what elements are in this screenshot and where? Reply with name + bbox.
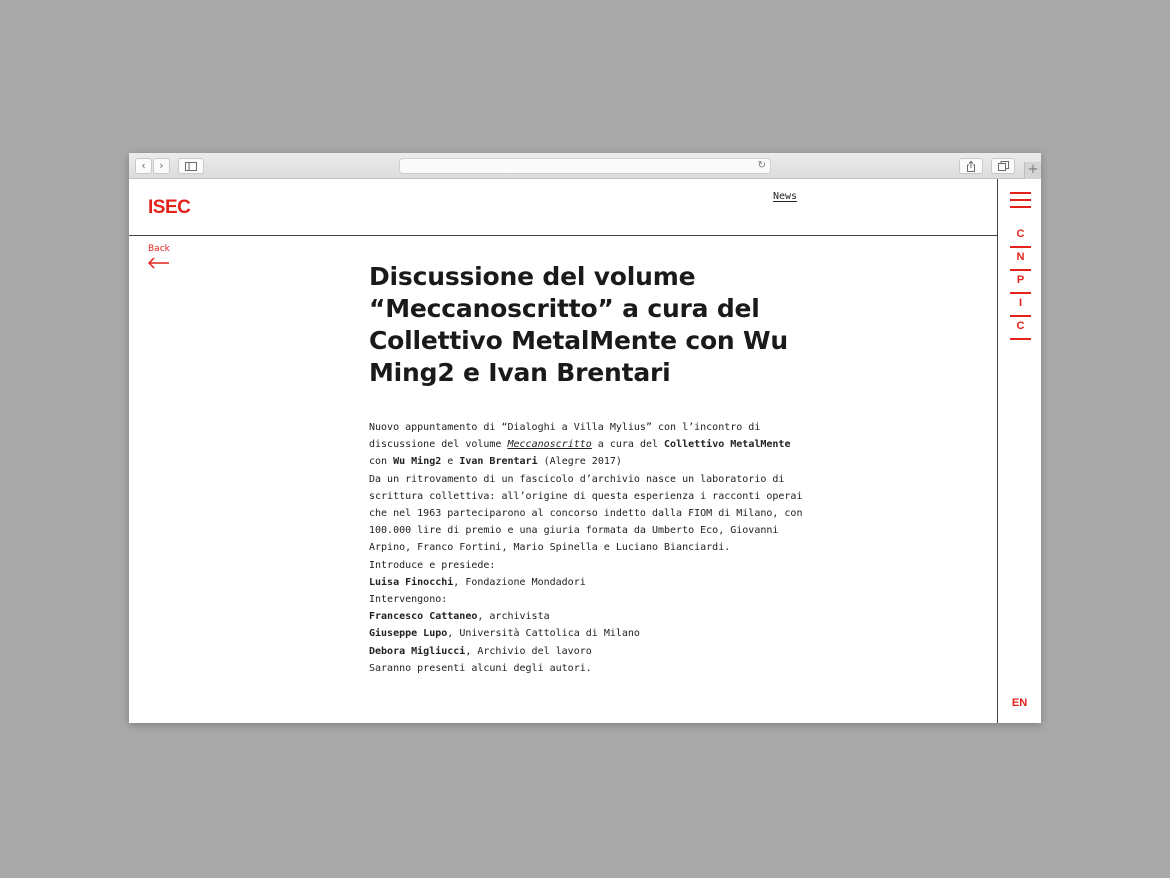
section-shortcuts	[1010, 225, 1031, 340]
speaker-line	[369, 643, 809, 660]
article	[369, 261, 809, 677]
back-nav-button[interactable]: ‹	[135, 158, 152, 174]
speaker-role: , archivista	[477, 611, 550, 623]
language-switch[interactable]: EN	[1011, 697, 1028, 709]
text: (Alegre 2017)	[537, 456, 622, 468]
section-link-c2[interactable]: C	[1010, 317, 1031, 340]
sidebar-icon	[185, 162, 197, 171]
speaker-name: Francesco Cattaneo	[369, 611, 478, 623]
speaker-role: , Archivio del lavoro	[465, 645, 592, 657]
browser-toolbar	[129, 153, 1041, 179]
new-tab-button[interactable]: +	[1024, 162, 1041, 179]
text: Nuovo appuntamento di “Dialoghi a Villa Mylius” con l’incontro di discussione del volume	[369, 422, 761, 451]
text: a cura del	[591, 439, 665, 451]
text: e	[441, 456, 460, 468]
speaker-role: , Università Cattolica di Milano	[447, 628, 640, 640]
collettivo-name: Collettivo MetalMente	[664, 439, 791, 451]
brentari-name: Ivan Brentari	[459, 456, 538, 468]
presider-org: , Fondazione Mondadori	[453, 576, 586, 588]
share-button[interactable]	[959, 158, 983, 174]
closing-line: Saranno presenti alcuni degli autori.	[369, 662, 592, 674]
section-link-i[interactable]: I	[1010, 294, 1031, 317]
book-title-link[interactable]: Meccanoscritto	[507, 439, 592, 451]
nav-news-link[interactable]: News	[773, 191, 798, 202]
header-divider	[129, 235, 998, 236]
browser-window	[129, 153, 1041, 723]
speakers-label: Intervengono:	[369, 594, 448, 606]
description-paragraph: Da un ritrovamento di un fascicolo d’archivio nasce un laboratorio di scrittura collettiva: all’origine di questa esperienza i racconti operai che nel 1963 parteciparono al concorso indetto dalla FIOM di Milano, con 100.000 lire di premio e una giuria formata da Umberto Eco, Giovanni Arpino, Franco Fortini, Mario Spinella e Luciano Bianciardi.	[369, 473, 803, 554]
speaker-line	[369, 625, 809, 642]
intro-label: Introduce e presiede:	[369, 559, 496, 571]
back-label: Back	[148, 244, 170, 254]
tabs-icon	[998, 161, 1009, 171]
reload-icon[interactable]: ↻	[757, 160, 766, 171]
speaker-name: Giuseppe Lupo	[369, 628, 448, 640]
share-icon	[966, 161, 976, 172]
wuming-name: Wu Ming2	[393, 456, 442, 468]
speaker-name: Debora Migliucci	[369, 645, 466, 657]
text: con	[369, 456, 394, 468]
address-bar[interactable]	[399, 158, 771, 174]
presider-line	[369, 574, 809, 591]
arrow-left-icon	[148, 257, 170, 269]
forward-nav-button[interactable]: ›	[153, 158, 170, 174]
site-logo[interactable]: ISEC	[148, 197, 191, 218]
web-page	[129, 179, 1041, 723]
speaker-line	[369, 608, 809, 625]
tabs-overview-button[interactable]	[991, 158, 1015, 174]
article-body	[369, 419, 809, 677]
section-link-c[interactable]: C	[1010, 225, 1031, 248]
back-link[interactable]	[148, 244, 170, 269]
section-link-p[interactable]: P	[1010, 271, 1031, 294]
intro-paragraph	[369, 419, 809, 471]
menu-icon[interactable]	[1010, 192, 1031, 209]
page-title: Discussione del volume “Meccanoscritto” a cura del Collettivo MetalMente con Wu Ming2 e Ivan Brentari	[369, 262, 788, 387]
section-link-n[interactable]: N	[1010, 248, 1031, 271]
side-navigation	[998, 179, 1041, 723]
presider-name: Luisa Finocchi	[369, 576, 454, 588]
sidebar-toggle-button[interactable]	[178, 158, 204, 174]
